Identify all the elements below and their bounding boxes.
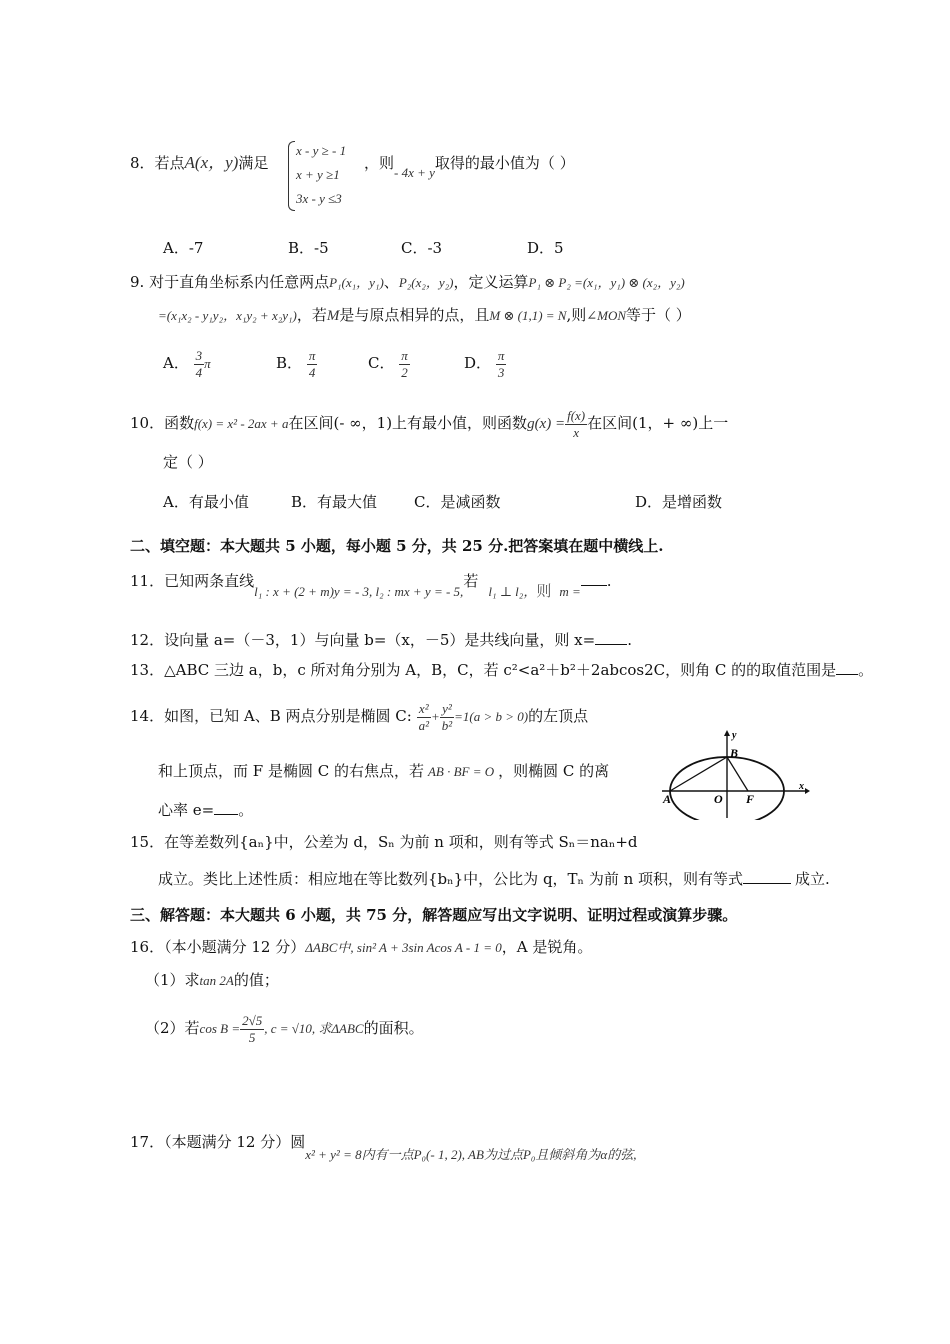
q14-text-c: 的左顶点 <box>528 707 589 725</box>
q9-opt-b-frac <box>307 348 318 381</box>
q9-opt-d <box>464 343 506 383</box>
q9-angle: ∠MON <box>586 308 627 323</box>
y-axis-arrow <box>724 730 730 736</box>
q10-f: f(x) = x² - 2ax + a <box>194 416 289 431</box>
q13-blank <box>836 660 858 675</box>
q8-opt-b: B．-5 <box>288 239 329 257</box>
q8-line <box>130 152 268 174</box>
q9-expr: =(x₁x₂ - y₁y₂，x₁y₂ + x₂y₁) <box>158 308 297 323</box>
q13-text: 13．△ABC 三边 a，b，c 所对角分别为 A，B，C，若 c²<a²＋b²＋2abcos2C，则角 C 的的取值范围是 <box>130 661 837 679</box>
q10-neg-inf: - ∞ <box>339 414 362 432</box>
q9-text-f: 等于（ ） <box>626 306 691 324</box>
q9-opt-a <box>163 343 211 384</box>
q9-opt-c-frac <box>399 348 410 381</box>
q16-frac <box>240 1013 264 1046</box>
q9-opt-a-den: 4 <box>195 364 203 380</box>
q16-eq: ΔABC中, sin² A + 3sin Acos A - 1 = 0 <box>305 940 502 955</box>
label-o: O <box>714 792 723 806</box>
q10-line1 <box>130 403 728 444</box>
q14-frac-x-num: x² <box>417 701 431 718</box>
q10-opt-b: B．有最大值 <box>291 493 378 511</box>
q14-frac-y-den: b² <box>441 717 453 733</box>
q12-text: 12．设向量 a=（－3，1）与向量 b=（x，－5）是共线向量，则 x= <box>130 631 596 649</box>
q11-m: m = <box>559 584 581 599</box>
q9-text-b: ，定义运算 <box>453 273 529 291</box>
q14-text-l2a: 和上顶点，而 F 是椭圆 C 的右焦点，若 <box>158 762 424 780</box>
q9-M: M <box>326 308 340 324</box>
x-axis-arrow <box>805 788 810 794</box>
q14-line1: 14．如图，已知 A、B 两点分别是椭圆 C: $\frac{\text{x²}}{\text{a²}}$ + $\frac{\text{y²}}{\text{b²}}$ =1(a > b > 0)的左顶点 <box>130 700 589 733</box>
q12-line <box>130 629 632 651</box>
q16-p1-text-b: 的值； <box>233 971 279 989</box>
q10-text-b: 在区间( <box>288 414 340 432</box>
q9-opt-b <box>276 343 317 383</box>
q14-frac-x <box>417 701 431 734</box>
q11-text-a: 11．已知两条直线 <box>130 572 255 590</box>
q9-opt-c-num: π <box>401 347 408 363</box>
q14-line3 <box>158 799 253 821</box>
q9-line1 <box>130 271 685 294</box>
q10-pos-inf: + ∞ <box>662 414 693 432</box>
q9-opt-d-label: D． <box>464 354 492 372</box>
q9-opt-a-num: 3 <box>195 347 203 363</box>
q9-text-c: ，若 <box>296 306 327 324</box>
q12-end: . <box>627 631 632 649</box>
q8-then: ，则 <box>364 154 395 172</box>
q16-text-a: 16．（本小题满分 12 分） <box>130 938 306 956</box>
q17-eq: x² + y² = 8内有一点P₀(- 1, 2), AB为过点P₀且倾斜角为α的弦, <box>305 1147 637 1162</box>
q16-tan2a: tan 2A <box>199 973 234 988</box>
q9-text-a: 9. 对于直角坐标系内任意两点 <box>130 273 330 291</box>
q9-sep: 、 <box>383 273 399 291</box>
q10-text-g: )上一 <box>692 414 729 432</box>
q9-opt-b-num: π <box>308 347 316 363</box>
q10-frac <box>565 408 587 441</box>
q17-text-a: 17．（本题满分 12 分）圆 <box>130 1133 306 1151</box>
q10-text-a: 10．函数 <box>130 414 195 432</box>
q10-text-d: ，1)上有最小值，则函数 <box>361 414 528 432</box>
q16-line <box>130 936 592 959</box>
q14-frac-y-num: y² <box>440 701 454 718</box>
q9-opt-a-label: A． <box>163 354 189 372</box>
q16-cosb: cos B = <box>199 1021 241 1036</box>
q16-p2-text-b: 的面积。 <box>363 1019 424 1037</box>
q14-text-l2c: ，则椭圆 C 的离 <box>498 762 610 780</box>
q10-line2: 定（ ） <box>163 453 213 471</box>
label-f: F <box>746 792 755 806</box>
q11-end: . <box>606 572 612 590</box>
q9-opt-d-num: π <box>497 347 505 363</box>
section3-heading: 三、解答题：本大题共 6 小题，共 75 分，解答题应写出文字说明、证明过程或演算步骤。 <box>130 906 738 924</box>
q9-cond: M ⊗ (1,1) = N <box>489 308 567 323</box>
q14-ellipse-figure <box>660 728 810 820</box>
q9-text-d: 是与原点相异的点，且 <box>339 306 490 324</box>
q15-end: 成立. <box>795 870 830 888</box>
q8-mid: 满足 <box>238 154 269 172</box>
q9-opt-c <box>368 343 410 383</box>
q11-blank <box>581 571 607 586</box>
q8-cond-1: x - y ≥ - 1 <box>296 143 347 158</box>
q15-blank <box>743 869 791 884</box>
q8-point: A(x，y) <box>184 153 239 172</box>
q14-text-a: 14．如图，已知 A、B 两点分别是椭圆 C: <box>130 707 412 725</box>
q17-line <box>130 1131 637 1162</box>
q10-frac-den: x <box>573 424 579 440</box>
q9-p2: P₂(x₂，y₂) <box>398 275 454 290</box>
segment-bf <box>727 757 748 791</box>
q14-blank <box>214 800 238 815</box>
q13-line <box>130 659 873 681</box>
q15-text: 成立。类比上述性质：相应地在等比数列{bₙ}中，公比为 q，Tₙ 为前 n 项积，则有等式 <box>158 870 744 888</box>
q9-text-e: ,则 <box>566 306 587 324</box>
q16-p1-text-a: （1）求 <box>145 971 200 989</box>
q9-opt-a-frac <box>194 348 205 381</box>
q16-p2-text-a: （2）若 <box>145 1019 200 1037</box>
label-b: B <box>730 746 739 760</box>
q16-part2 <box>145 1008 424 1049</box>
q16-text-b: ，A 是锐角。 <box>501 938 593 956</box>
q11-line <box>130 570 612 600</box>
q8-opt-a: A．-7 <box>163 239 204 257</box>
q14-text-l3: 心率 e= <box>158 801 215 819</box>
q9-opt-d-frac <box>496 348 507 381</box>
q8-system <box>288 139 346 211</box>
q9-opt-b-label: B． <box>276 354 303 372</box>
q8-suffix: 取得的最小值为（ ） <box>434 154 575 172</box>
q13-end: 。 <box>858 661 874 679</box>
q11-lines: l₁ : x + (2 + m)y = - 3, l₂ : mx + y = - 5, <box>254 584 464 599</box>
q16-frac-den: 5 <box>248 1029 256 1045</box>
q15-line2 <box>158 868 830 890</box>
q11-perp: l₁ ⊥ l₂， <box>488 584 537 599</box>
q8-cond-3: 3x - y ≤3 <box>296 191 342 206</box>
q16-p2-math: , c = √10, 求ΔABC <box>264 1021 364 1036</box>
q11-text-b: 若 <box>463 572 479 590</box>
q14-end: 。 <box>238 801 254 819</box>
label-a: A <box>663 792 672 806</box>
q8-brace <box>288 141 295 211</box>
q10-g: g(x) = <box>527 416 566 432</box>
q9-opt-b-den: 4 <box>308 364 316 380</box>
label-y: y <box>732 730 737 741</box>
q14-frac-y <box>440 701 454 734</box>
q15-line1: 15．在等差数列{aₙ}中，公差为 d，Sₙ 为前 n 项和，则有等式 Sₙ＝naₙ+d <box>130 833 638 851</box>
q14-frac-x-den: a² <box>418 717 429 733</box>
q9-line2 <box>158 304 691 327</box>
q9-p1: P₁(x₁，y₁) <box>329 275 384 290</box>
q8-opt-d: D．5 <box>527 239 564 257</box>
q8-expr: - 4x + y <box>394 165 435 180</box>
q8-cond-2: x + y ≥1 <box>296 167 340 182</box>
q12-blank <box>595 630 627 645</box>
q9-opt-c-den: 2 <box>401 364 408 380</box>
q10-frac-num: f(x) <box>567 407 586 423</box>
q14-eq: =1(a > b > 0) <box>454 709 529 724</box>
q8-opt-c: C．-3 <box>401 239 443 257</box>
section2-heading: 二、填空题：本大题共 5 小题，每小题 5 分，共 25 分.把答案填在题中横线上. <box>130 537 664 555</box>
q10-text-e: 在区间(1， <box>587 414 663 432</box>
q9-opt-a-tail: π <box>204 356 211 371</box>
q9-op: P₁ ⊗ P₂ =(x₁，y₁) ⊗ (x₂，y₂) <box>528 275 685 290</box>
q9-opt-c-label: C． <box>368 354 395 372</box>
q10-opt-c: C．是减函数 <box>414 493 501 511</box>
q10-opt-d: D．是增函数 <box>635 493 723 511</box>
q10-opt-a: A．有最小值 <box>163 493 249 511</box>
q16-frac-num: 2√5 <box>242 1012 263 1028</box>
q14-line2 <box>158 760 609 783</box>
q8-prefix: 8．若点 <box>130 154 185 172</box>
label-x: x <box>799 781 804 792</box>
q9-opt-d-den: 3 <box>497 364 505 380</box>
q14-dot-product: AB · BF = O <box>427 764 495 779</box>
q11-text-c: 则 <box>536 582 552 600</box>
q8-tail <box>364 152 575 180</box>
q16-part1 <box>145 969 279 992</box>
